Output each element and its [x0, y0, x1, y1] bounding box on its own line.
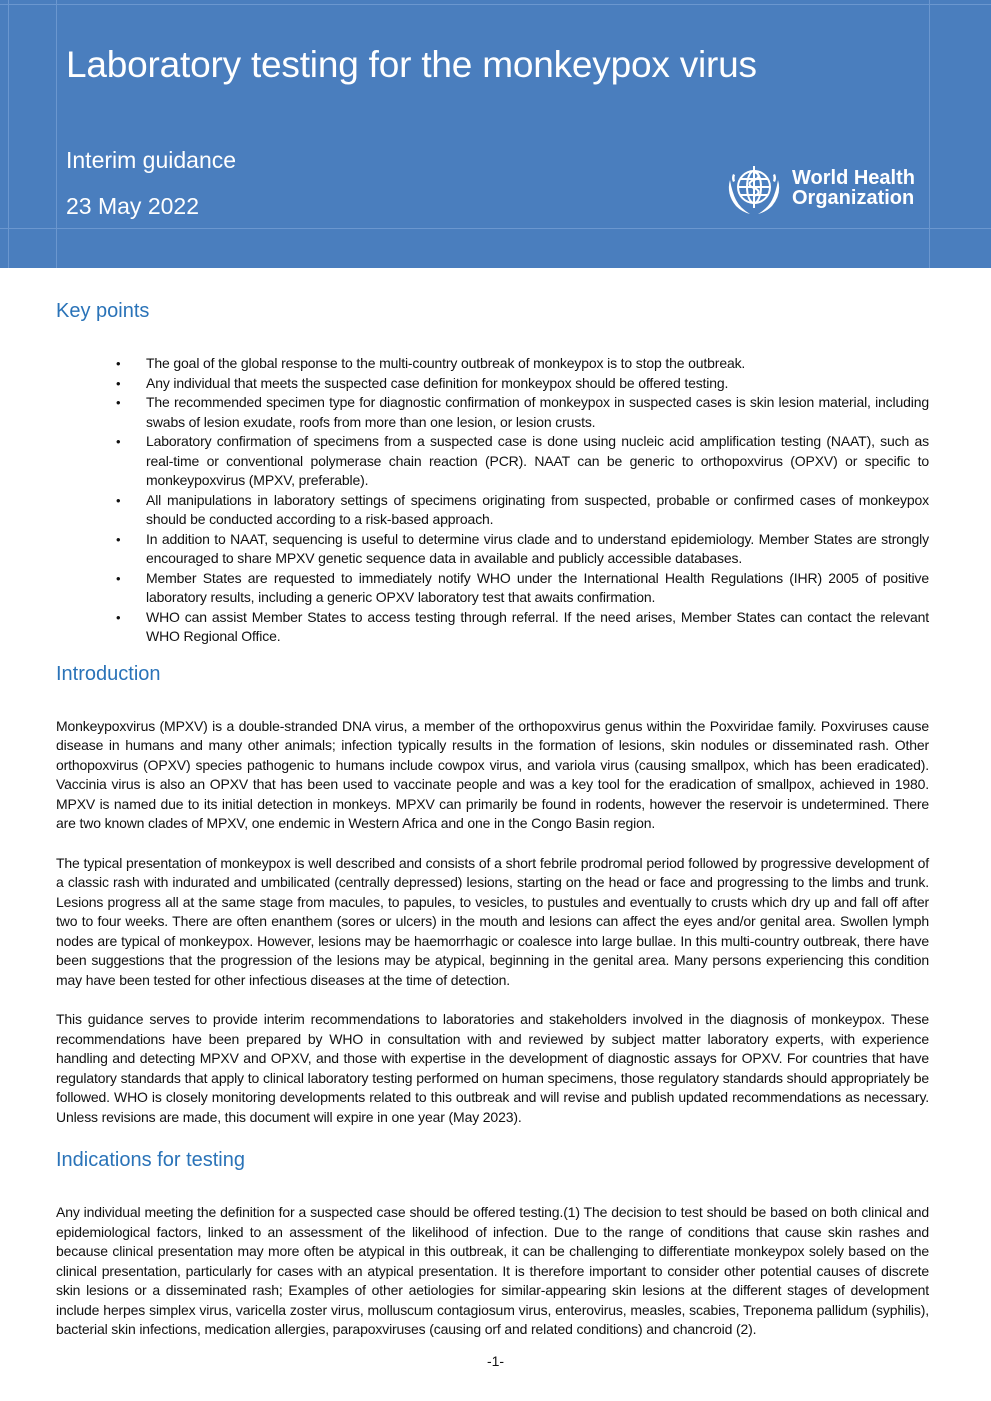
- page-number: -1-: [486, 1353, 505, 1369]
- list-item-text: Laboratory confirmation of specimens from a suspected case is done using nucleic acid amplification testing (NAAT), such as real-time or conventional polymerase chain reaction (PCR). NAAT can be generic to orthopoxvirus (OPXV) or specific to monkeypoxvirus (MPXV, preferable).: [146, 433, 929, 488]
- list-item: [56, 374, 929, 394]
- introduction-paragraph: Monkeypoxvirus (MPXV) is a double-stranded DNA virus, a member of the orthopoxvirus genus within the Poxviridae family. Poxviruses cause disease in humans and many other animals; infection typically results in the formation of lesions, skin nodules or disseminated rash. Other orthopoxvirus (OPXV) species pathogenic to humans include cowpox virus, and variola virus (causing smallpox, which has been eradicated). Vaccinia virus is also an OPXV that has been used to vaccinate people and was a key tool for the eradication of smallpox, achieved in 1980. MPXV is named due to its initial detection in monkeys. MPXV can primarily be found in rodents, however the reservoir is undetermined. There are two known clades of MPXV, one endemic in Western Africa and one in the Congo Basin region.: [56, 717, 929, 831]
- key-points-heading: Key points: [56, 300, 150, 322]
- bullet-icon: •: [116, 531, 121, 547]
- document-title: Laboratory testing for the monkeypox virus: [66, 44, 757, 85]
- list-item-text: WHO can assist Member States to access testing through referral. If the need arises, Member States can contact the relevant WHO Regional Office.: [146, 608, 929, 644]
- bullet-icon: •: [116, 375, 121, 391]
- indications-heading: Indications for testing: [56, 1149, 245, 1171]
- bullet-icon: •: [116, 609, 121, 625]
- list-item-text: The goal of the global response to the multi-country outbreak of monkeypox is to stop the outbreak.: [146, 355, 746, 371]
- list-item: [56, 569, 929, 608]
- document-header: [0, 0, 991, 268]
- bullet-icon: •: [116, 395, 121, 410]
- list-item-text: Any individual that meets the suspected case definition for monkeypox should be offered testing.: [146, 374, 729, 391]
- list-item: [56, 393, 929, 432]
- introduction-paragraph: The typical presentation of monkeypox is well described and consists of a short febrile prodromal period followed by progressive development of a classic rash with indurated and umbilicated (centrally depressed) lesions, starting on the head or face and progressing to the limbs and trunk. Lesions progress all at the same stage from macules, to papules, to vesicles, to pustules and eventually to crusts which dry up and fall off after two to four weeks. There are often enanthem (sores or ulcers) in the mouth and lesions can affect the eyes and/or genital area. Swollen lymph nodes are typical of monkeypox. However, lesions may be haemorrhagic or coalesce into large bullae. In this multi-country outbreak, there have been suggestions that the progression of the lesions may be atypical, beginning in the genital area. Many persons experiencing this condition may have been tested for other infectious diseases at the time of detection.: [56, 854, 929, 988]
- key-points-list: [56, 354, 929, 647]
- bullet-icon: •: [116, 434, 121, 449]
- list-item: [56, 530, 929, 569]
- bullet-icon: •: [116, 570, 121, 586]
- list-item: [56, 432, 929, 491]
- list-item: [56, 608, 929, 647]
- list-item: [56, 354, 929, 374]
- bullet-icon: •: [116, 356, 121, 371]
- list-item: [56, 491, 929, 530]
- document-subtitle: Interim guidance: [66, 147, 237, 173]
- list-item-text: In addition to NAAT, sequencing is useful to determine virus clade and to understand epidemiology. Member States are strongly encouraged to share MPXV genetic sequence data in available and publicly accessible databases.: [146, 530, 929, 566]
- introduction-heading: Introduction: [56, 662, 161, 685]
- who-logo-text: [792, 168, 915, 208]
- header-grid-line: [0, 4, 991, 5]
- who-logo: [722, 160, 922, 218]
- list-item-text: The recommended specimen type for diagnostic confirmation of monkeypox in suspected cases is skin lesion material, including swabs of lesion exudate, roofs from more than one lesion, or lesion crusts.: [146, 394, 929, 430]
- document-date: 23 May 2022: [66, 193, 199, 219]
- introduction-paragraph: This guidance serves to provide interim recommendations to laboratories and stakeholders involved in the diagnosis of monkeypox. These recommendations have been prepared by WHO in consultation with and reviewed by subject matter laboratory experts, with experience handling and detecting MPXV and OPXV, and those with expertise in the development of diagnostic assays for OPXV. For countries that have regulatory standards that apply to clinical laboratory testing performed on human specimens, those regulatory standards should appropriately be followed. WHO is closely monitoring developments related to this outbreak and will revise and publish updated recommendations as necessary. Unless revisions are made, this document will expire in one year (May 2023).: [56, 1011, 929, 1125]
- who-logo-line1: World Health: [792, 167, 915, 189]
- who-logo-line2: Organization: [792, 187, 915, 209]
- list-item-text: Member States are requested to immediately notify WHO under the International Health Regulations (IHR) 2005 of positive laboratory results, including a generic OPXV laboratory test that awaits confirmation.: [146, 569, 929, 605]
- who-emblem-icon: [722, 160, 786, 218]
- document-body: [56, 298, 929, 1360]
- header-grid-line: [0, 228, 991, 229]
- indications-paragraph: Any individual meeting the definition for a suspected case should be offered testing.(1) The decision to test should be based on both clinical and epidemiological factors, linked to an assessment of the likelihood of infection. Due to the range of conditions that cause skin rashes and because clinical presentation may more often be atypical in this outbreak, it can be challenging to differentiate monkeypox solely based on the clinical presentation, particularly for cases with an atypical presentation. It is therefore important to consider other potential causes of discrete skin lesions or a disseminated rash; Examples of other aetiologies for similar-appearing skin lesions at the different stages of development include herpes simplex virus, varicella zoster virus, molluscum contagiosum virus, enterovirus, measles, scabies, Treponema pallidum (syphilis), bacterial skin infections, medication allergies, parapoxviruses (causing orf and related conditions) and chancroid (2).: [56, 1204, 929, 1337]
- list-item-text: All manipulations in laboratory settings of specimens originating from suspected, probable or confirmed cases of monkeypox should be conducted according to a risk-based approach.: [146, 491, 929, 527]
- bullet-icon: •: [116, 492, 121, 508]
